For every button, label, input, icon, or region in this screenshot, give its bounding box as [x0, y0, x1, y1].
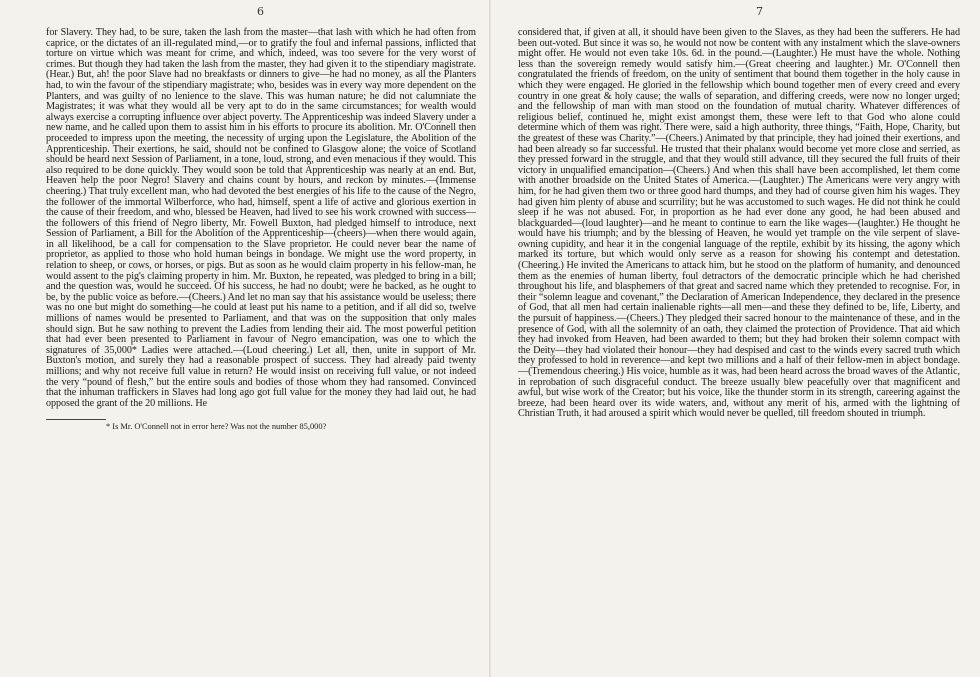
left-page-number: 6: [257, 5, 264, 18]
footnote-rule: [46, 419, 106, 420]
left-page-body: for Slavery. They had, to be sure, taken the lash from the master—that lash with which he had often from caprice, or the dictates of an ill-regulated mind,—or to gratify the foul and infernal passions, inflicted that torture on virtue which was meant for crime, and which, indeed, was too severe for the very worst of crimes. But though they had taken the lash from the master, they had given it to the stipendiary magistrate. (Hear.) But, ah! the poor Slave had no breakfasts or dinners to give—he had no money, as all the Planters had, to win the favour of the stipendiary magistrate; who, besides was in every way more dependent on the Planters, and was guilty of no lenience to the slave. This was human nature; he did not calumniate the Magistrates; it was what they would all be very apt to do in the same circumstances; for wealth would always exercise a corrupting influence over abject poverty. The Apprenticeship was indeed Slavery under a new name, and he called upon them to assist him in his efforts to procure its abolition. Mr. O'Connell then proceeded to impress upon the meeting, the necessity of urging upon the Legislature, the Abolition of the Apprenticeship. Their exertions, he said, should not be confined to Glasgow alone; the voice of Scotland should be heard next Session of Parliament, in a tone, loud, strong, and even menacious if they would. This also required to be done quickly. They would soon be told that Apprenticeship was nearly at an end. But, Heaven help the poor Negro! Slavery and chains count by hours, and reckon by minutes.—(Immense cheering.) That truly excellent man, who had devoted the best energies of his life to the cause of the Negro, the follower of the immortal Wilberforce, who had, himself, spent a life of active and glorious exertion in the cause of their freedom, and who, blessed be Heaven, had lived to see his work crowned with success—the followers of this friend of Negro liberty, Mr. Fowell Buxton, had pledged himself to introduce, next Session of Parliament, a Bill for the Abolition of the Apprenticeship—(cheers)—when there would again, in all likelihood, be a call for compensation to the Slave proprietor. He could never bear the name of proprietor, as applied to those who hold human beings in bondage. We might use the word property, in relation to sheep, or cows, or horses, or pigs. But as soon as he would claim property in his fellow-man, he would assent to the pig's claiming property in him. Mr. Buxton, he repeated, was pledged to bring in a bill; and the question was, would he succeed. Of his success, he had no doubt; were he backed, as he ought to be, by the public voice as before.—(Cheers.) And let no man say that his assistance would be useless; there was no one but might do something—he could at least put his name to a petition, and if all did so, twelve millions of names would be presented to Parliament, and that was on the supposition that only males should sign. But he saw nothing to prevent the Ladies from lending their aid. The most powerful petition that had ever been presented to Parliament in favour of Negro emancipation, was one to which the signatures of 35,000* Ladies were attached.—(Loud cheering.) Let all, then, unite in support of Mr. Buxton's motion, and surely they had a reasonable prospect of success. They had already paid twenty millions; and why not receive full value in return? He would insist on receiving full value, or not indeed the very “pound of flesh,” but the entire souls and bodies of those whom they had ransomed. Convinced that the inhuman traffickers in Slaves had long ago got full value for the money they had laid out, he had opposed the grant of the 20 millions. He: [46, 27, 476, 409]
left-page-footnote: * Is Mr. O'Connell not in error here? Was not the number 85,000?: [106, 422, 327, 432]
right-page: [490, 0, 980, 677]
right-page-number: 7: [756, 5, 763, 18]
right-page-body: considered that, if given at all, it should have been given to the Slaves, as they had been the sufferers. He had been out-voted. But since it was so, he would not now be content with any instalment which the slave-owners might offer. He would not even take 10s. 6d. in the pound.—(Laughter.) He must have the whole. Nothing less than the sovereign remedy would satisfy him.—(Great cheering and laughter.) Mr. O'Connell then congratulated the friends of freedom, on the unity of sentiment that bound them together in the holy cause in which they were engaged. He gloried in the fellowship which bound together men of every creed and every country in one great & holy cause; the walls of separation, and differing creeds, were now no longer urged; and the fellowship of man with man stood on the foundation of mutual charity. Whatever differences of religious belief, continued he, might exist amongst them, these were left to that God who alone could determine which of them was right. There were, said a high authority, three things, “Faith, Hope, Charity, but the greatest of these was Charity.”—(Cheers.) Animated by that principle, they had joined their exertions, and had been already so far successful. He trusted that their phalanx would become yet more close and serried, as they pressed forward in the struggle, and that they would still advance, till they secured the full fruits of their victory in unqualified emancipation—(Cheers.) And when this shall have been accomplished, let them come with another broadside on the United States of America.—(Laughter.) The Americans were very angry with him, for he had given them two or three good hard thumps, and they had of course given him his wages. They had given him plenty of abuse and scurrility; but he was accustomed to such wages. He did not think he could sleep if he was not abused. For, in proportion as he had ever done any good, he had been abused and blackguarded—(loud laughter)—and he meant to continue to earn the like wages—(laughter.) He thought he would have his triumph; and by the blessing of Heaven, he would yet trample on the vile serpent of slave-owning cupidity, and hear it in the congenial language of the reptile, exhibit by its hissing, the agony which marked its torture, but which would only serve as a reason for showing his contempt and detestation. (Cheering.) He invited the Americans to attack him, but he stood on the platform of humanity, and denounced them as the enemies of human liberty, foul detractors of the democratic principle which he had cherished throughout his life, and blasphemers of that great and sacred name which they pretended to recognise. For, in their “solemn league and covenant,” the Declaration of American Independence, they declared in the presence of God, that all men had certain inalienable rights—all men—and these they defined to be, life, Liberty, and the pursuit of happiness.—(Cheers.) They pledged their sacred honour to the maintenance of these, and in the presence of God, with all the solemnity of an oath, they claimed the protection of Providence. That aid which they had invoked from Heaven, had been awarded to them; but they had broken their solemn compact with the Deity—they had violated their honour—they had despised and cast to the winds every sacred truth which they professed to hold in reverence—and kept two millions and a half of their fellow-men in abject bondage.—(Tremendous cheering.) His voice, humble as it was, had been heard across the broad waves of the Atlantic, in reprobation of such disgraceful conduct. The breeze usually blew peacefully over that magnificent and awful, but wise work of the Creator; but his voice, like the thunder storm in its strength, careering against the breeze, had been heard over its wide waters, and, without any merit of his, armed with the lightning of Christian Truth, it had aroused a spirit which would never be quelled, till freedom shouted in triumph.: [518, 27, 960, 420]
